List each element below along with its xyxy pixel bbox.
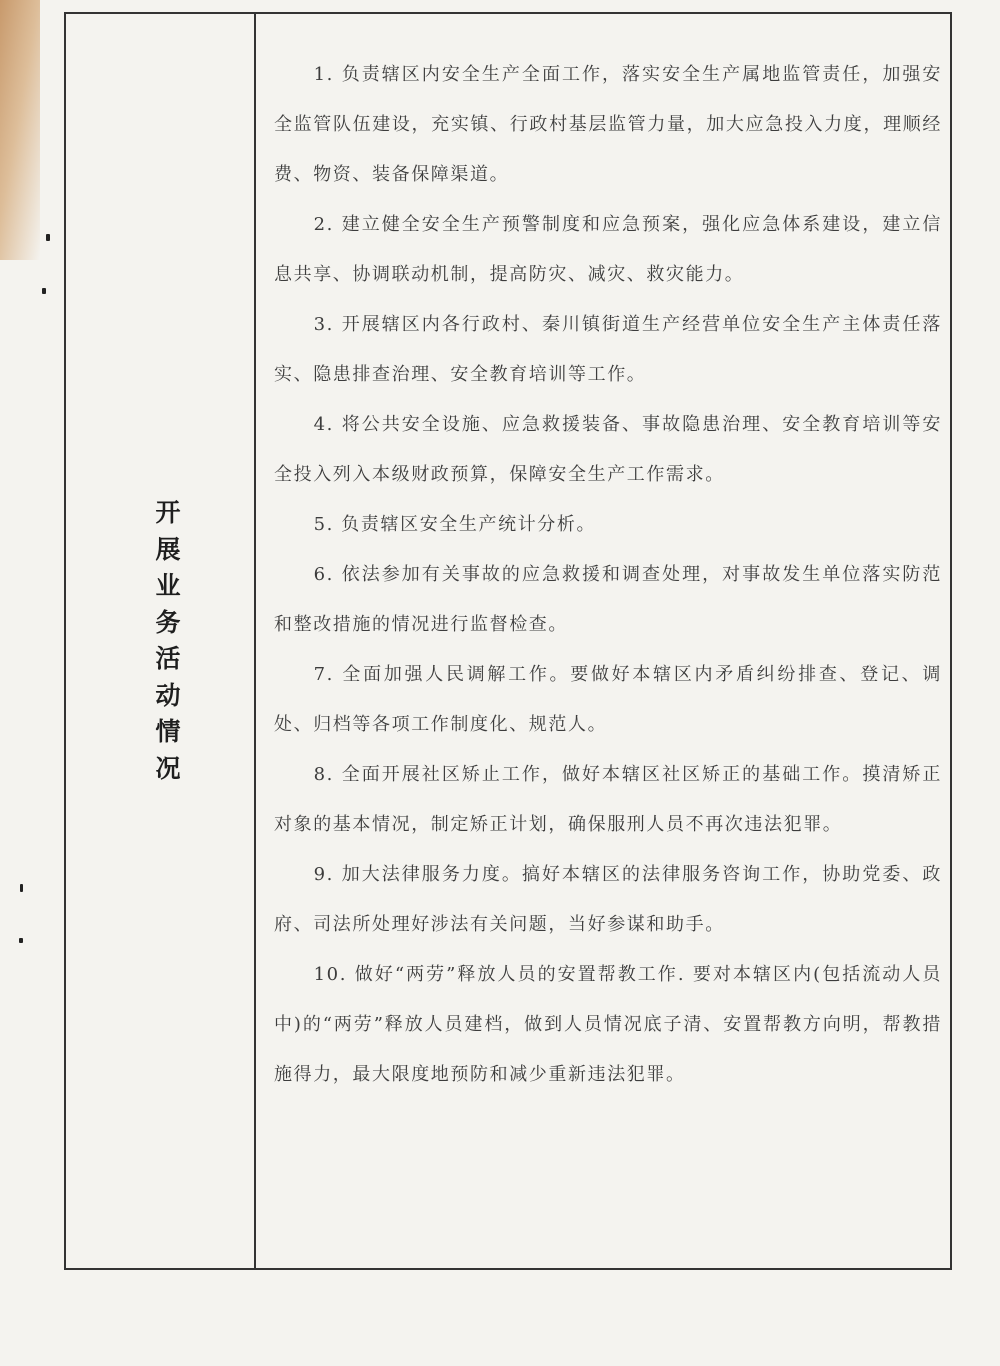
section-label-char: 展 [155, 534, 181, 564]
page-edge-shadow [0, 0, 40, 260]
duty-item: 10. 做好“两劳”释放人员的安置帮教工作. 要对本辖区内(包括流动人员中)的“两劳”释放人员建档，做到人员情况底子清、安置帮教方向明，帮教措施得力，最大限度地预防和减少重新违法犯罪。 [274, 964, 942, 1085]
content-cell [256, 14, 950, 1268]
duty-item: 7. 全面加强人民调解工作。要做好本辖区内矛盾纠纷排查、登记、调处、归档等各项工作制度化、规范人。 [274, 664, 942, 735]
duty-item: 2. 建立健全安全生产预警制度和应急预案，强化应急体系建设，建立信息共享、协调联动机制，提高防灾、减灾、救灾能力。 [274, 214, 942, 285]
binding-hole-mark [19, 938, 23, 943]
section-label-char: 务 [155, 607, 181, 637]
section-label-char: 情 [155, 717, 181, 746]
section-label-cell [66, 14, 256, 1268]
binding-hole-mark [46, 234, 50, 241]
duty-item: 3. 开展辖区内各行政村、秦川镇街道生产经营单位安全生产主体责任落实、隐患排查治理、安全教育培训等工作。 [274, 314, 942, 385]
form-table [64, 12, 952, 1270]
duty-item: 9. 加大法律服务力度。搞好本辖区的法律服务咨询工作，协助党委、政府、司法所处理好涉法有关问题，当好参谋和助手。 [274, 864, 942, 935]
duty-item: 6. 依法参加有关事故的应急救援和调查处理，对事故发生单位落实防范和整改措施的情况进行监督检查。 [274, 564, 942, 635]
section-label [155, 495, 180, 787]
binding-hole-mark [42, 288, 46, 294]
section-label-char: 业 [155, 571, 181, 600]
section-label-char: 况 [155, 753, 181, 783]
duty-item: 1. 负责辖区内安全生产全面工作，落实安全生产属地监管责任，加强安全监管队伍建设，充实镇、行政村基层监管力量，加大应急投入力度，理顺经费、物资、装备保障渠道。 [274, 64, 942, 185]
duty-item: 5. 负责辖区安全生产统计分析。 [313, 514, 597, 535]
duty-item: 8. 全面开展社区矫止工作，做好本辖区社区矫正的基础工作。摸清矫正对象的基本情况，制定矫正计划，确保服刑人员不再次违法犯罪。 [274, 764, 942, 835]
binding-hole-mark [20, 884, 23, 892]
section-label-char: 活 [155, 644, 181, 673]
section-label-char: 动 [155, 680, 181, 710]
duty-item: 4. 将公共安全设施、应急救援装备、事故隐患治理、安全教育培训等安全投入列入本级财政预算，保障安全生产工作需求。 [274, 414, 942, 485]
section-label-char: 开 [155, 498, 181, 527]
